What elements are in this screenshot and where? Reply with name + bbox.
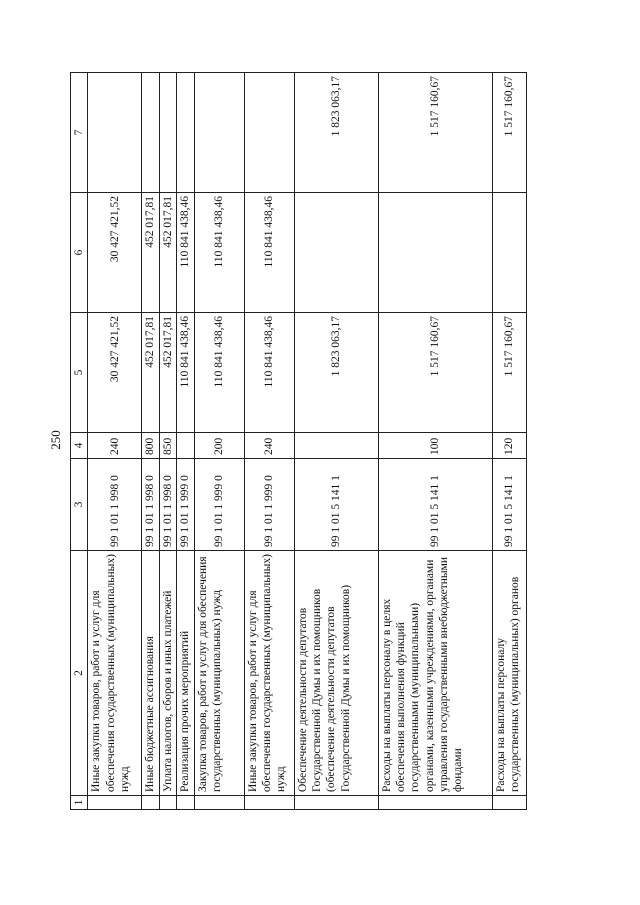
amount-cell: 110 841 438,46 (194, 193, 244, 313)
code-cell: 99 1 01 1 999 0 (244, 459, 294, 551)
amount-cell: 452 017,81 (159, 313, 176, 433)
expense-type-cell: 240 (88, 433, 142, 459)
page-number: 250 (48, 430, 63, 450)
description-cell: Обеспечение деятельности депутатов Государственной Думы и их помощников (обеспечение деятельности депутатов Государственной Думы и их помощников) (294, 551, 378, 796)
amount-cell: 110 841 438,46 (244, 193, 294, 313)
amount-cell: 110 841 438,46 (244, 313, 294, 433)
table-row (492, 73, 526, 810)
row-number-cell (88, 796, 142, 810)
amount-cell: 1 517 160,67 (378, 313, 492, 433)
row-number-cell (244, 796, 294, 810)
code-cell: 99 1 01 5 141 1 (378, 459, 492, 551)
description-cell: Иные закупки товаров, работ и услуг для обеспечения государственных (муниципальных) нужд (88, 551, 142, 796)
amount-cell: 30 427 421,52 (88, 313, 142, 433)
column-header: 3 (71, 459, 88, 551)
budget-table (70, 72, 527, 810)
amount-cell (159, 73, 176, 193)
code-cell: 99 1 01 1 998 0 (88, 459, 142, 551)
expense-type-cell: 120 (492, 433, 526, 459)
amount-cell: 452 017,81 (142, 313, 159, 433)
table-row (142, 73, 159, 810)
expense-type-cell: 800 (142, 433, 159, 459)
column-header: 4 (71, 433, 88, 459)
description-cell: Расходы на выплаты персоналу государственных (муниципальных) органов (492, 551, 526, 796)
amount-cell (294, 193, 378, 313)
column-header: 2 (71, 551, 88, 796)
amount-cell (142, 73, 159, 193)
column-header: 1 (71, 796, 88, 810)
table-row (159, 73, 176, 810)
description-cell: Уплата налогов, сборов и иных платежей (159, 551, 176, 796)
amount-cell (177, 73, 194, 193)
code-cell: 99 1 01 5 141 1 (294, 459, 378, 551)
column-header: 7 (71, 73, 88, 193)
expense-type-cell: 850 (159, 433, 176, 459)
table-row (88, 73, 142, 810)
amount-cell (492, 193, 526, 313)
row-number-cell (194, 796, 244, 810)
amount-cell: 110 841 438,46 (194, 313, 244, 433)
amount-cell (244, 73, 294, 193)
code-cell: 99 1 01 1 999 0 (177, 459, 194, 551)
table-row (194, 73, 244, 810)
amount-cell: 1 517 160,67 (378, 73, 492, 193)
expense-type-cell: 240 (244, 433, 294, 459)
table-row (378, 73, 492, 810)
amount-cell: 110 841 438,46 (177, 193, 194, 313)
code-cell: 99 1 01 5 141 1 (492, 459, 526, 551)
row-number-cell (492, 796, 526, 810)
table-row (177, 73, 194, 810)
description-cell: Закупка товаров, работ и услуг для обеспечения государственных (муниципальных) нужд (194, 551, 244, 796)
amount-cell: 30 427 421,52 (88, 193, 142, 313)
row-number-cell (159, 796, 176, 810)
code-cell: 99 1 01 1 998 0 (142, 459, 159, 551)
amount-cell: 452 017,81 (142, 193, 159, 313)
amount-cell: 1 517 160,67 (492, 73, 526, 193)
amount-cell: 1 823 063,17 (294, 73, 378, 193)
table-row (244, 73, 294, 810)
rotated-page (70, 73, 521, 810)
code-cell: 99 1 01 1 998 0 (159, 459, 176, 551)
header-row (71, 73, 88, 810)
row-number-cell (177, 796, 194, 810)
expense-type-cell: 200 (194, 433, 244, 459)
column-header: 6 (71, 193, 88, 313)
amount-cell: 110 841 438,46 (177, 313, 194, 433)
row-number-cell (142, 796, 159, 810)
code-cell: 99 1 01 1 999 0 (194, 459, 244, 551)
amount-cell: 1 823 063,17 (294, 313, 378, 433)
expense-type-cell (294, 433, 378, 459)
row-number-cell (294, 796, 378, 810)
expense-type-cell (177, 433, 194, 459)
description-cell: Расходы на выплаты персоналу в целях обеспечения выполнения функций государственными (муниципальными) органами, казенными учреждениями, органами управления государственными внебюджетными фондами (378, 551, 492, 796)
amount-cell: 1 517 160,67 (492, 313, 526, 433)
column-header: 5 (71, 313, 88, 433)
description-cell: Реализация прочих мероприятий (177, 551, 194, 796)
table-row (294, 73, 378, 810)
description-cell: Иные закупки товаров, работ и услуг для обеспечения государственных (муниципальных) нужд (244, 551, 294, 796)
amount-cell: 452 017,81 (159, 193, 176, 313)
expense-type-cell: 100 (378, 433, 492, 459)
row-number-cell (378, 796, 492, 810)
amount-cell (194, 73, 244, 193)
description-cell: Иные бюджетные ассигнования (142, 551, 159, 796)
amount-cell (378, 193, 492, 313)
amount-cell (88, 73, 142, 193)
